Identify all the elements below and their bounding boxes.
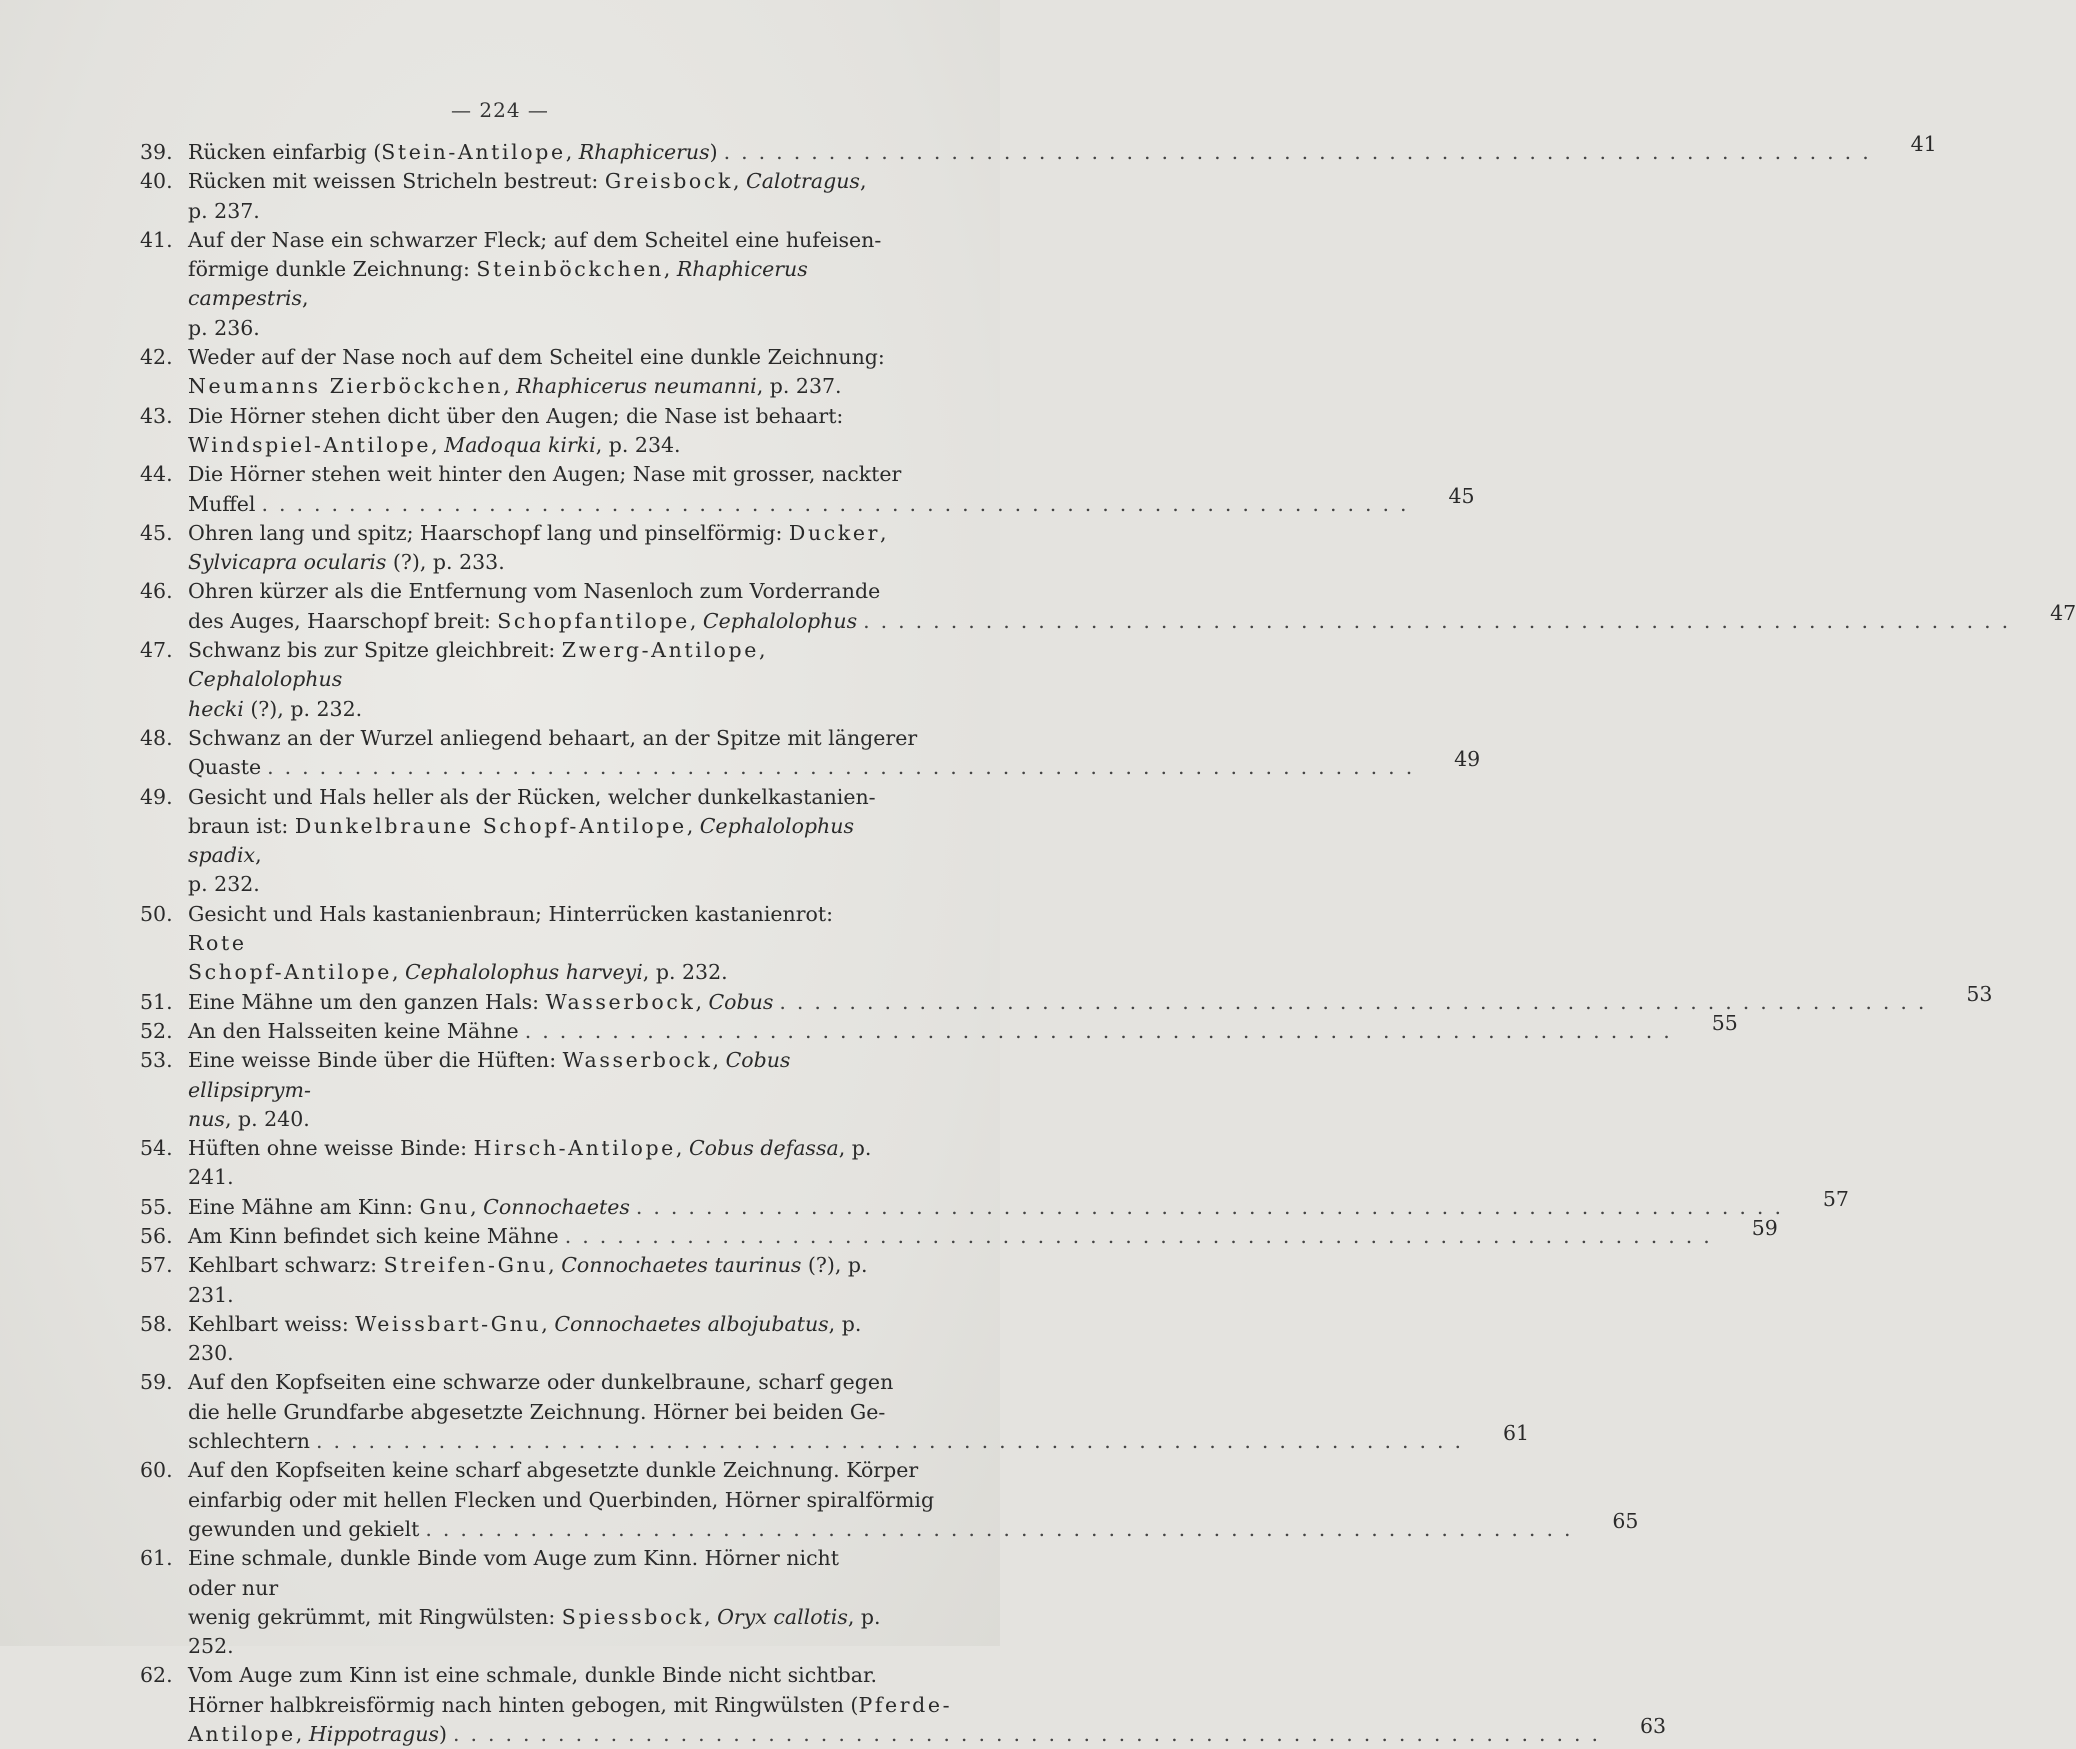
entry-line — [188, 255, 889, 314]
page-number: — 224 — — [451, 98, 549, 122]
text-segment: einfarbig oder mit hellen Flecken und Querbinden, Hörner spiralförmig — [188, 1487, 935, 1512]
dot-leader: .................................................................. — [564, 1223, 1721, 1248]
text-segment: Auf den Kopfseiten eine schwarze oder dunkelbraune, scharf gegen — [188, 1370, 894, 1395]
entry-number: 52. — [140, 1018, 173, 1043]
entry-text — [188, 1222, 1727, 1251]
entry-number: 44. — [140, 462, 173, 487]
text-segment: Eine Mähne um den ganzen Hals: — [188, 989, 546, 1014]
dot-leader: .................................................................. — [723, 140, 1880, 164]
common-name: Wasserbock — [545, 989, 696, 1014]
entry-text — [188, 1661, 1615, 1749]
entry-number: 54. — [140, 1136, 173, 1161]
text-segment: p. 236. — [188, 315, 260, 340]
text-segment: Die Hörner stehen dicht über den Augen; die Nase ist behaart: — [188, 403, 844, 428]
key-entry — [140, 1186, 1849, 1222]
key-entry — [140, 460, 1475, 519]
entry-line — [188, 1251, 889, 1310]
cross-reference-number: 55 — [1711, 1010, 1738, 1035]
species-name: Cephalolophus — [188, 667, 343, 692]
key-entry — [140, 1368, 1530, 1456]
entry-line — [188, 636, 889, 695]
cross-reference-number: 57 — [1822, 1186, 1849, 1211]
cross-reference-number: 53 — [1966, 981, 1993, 1006]
entry-line — [188, 607, 2025, 636]
text-segment: Auf den Kopfseiten keine scharf abgesetzte dunkle Zeichnung. Körper — [188, 1458, 919, 1483]
entry-text — [188, 1046, 889, 1134]
text-segment: Auf der Nase ein schwarzer Fleck; auf dem Scheitel eine hufeisen- — [188, 227, 882, 252]
species-name: nus — [188, 1106, 225, 1131]
text-segment: , — [295, 1722, 309, 1747]
text-segment: , p. 252. — [188, 1604, 881, 1659]
common-name: Windspiel-Antilope — [188, 432, 432, 457]
entry-line — [188, 958, 889, 987]
entry-line — [188, 1427, 1478, 1456]
entry-line — [188, 1486, 1587, 1515]
common-name: Neumanns Zierböckchen — [188, 374, 504, 399]
entry-line — [188, 314, 889, 343]
key-entry — [140, 167, 940, 226]
common-name: Spiessbock — [561, 1604, 705, 1629]
key-entry — [140, 1310, 940, 1369]
entry-line — [188, 1661, 1615, 1690]
species-name: hecki — [188, 696, 244, 721]
entry-line — [188, 1368, 1478, 1397]
dot-leader: .................................................................. — [524, 1018, 1681, 1043]
text-segment: , — [541, 1311, 555, 1336]
entry-text — [188, 343, 889, 402]
text-segment: , — [503, 374, 517, 399]
entry-line — [188, 1046, 889, 1105]
text-segment: Schwanz an der Wurzel anliegend behaart, an der Spitze mit längerer — [188, 725, 918, 750]
common-name: Ducker — [788, 520, 880, 545]
entry-text — [188, 1544, 889, 1661]
entry-line — [188, 402, 889, 431]
text-segment: (?), p. 232. — [243, 696, 363, 721]
text-segment: Ohren kürzer als die Entfernung vom Nasenloch zum Vorderrande — [188, 579, 881, 604]
dot-leader: .................................................................. — [779, 989, 1936, 1014]
text-segment: braun ist: — [188, 813, 295, 838]
entry-number: 57. — [140, 1253, 173, 1278]
text-segment: , p. 237. — [188, 169, 867, 223]
text-segment: Eine weisse Binde über die Hüften: — [188, 1048, 563, 1073]
text-segment: förmige dunkle Zeichnung: — [188, 257, 477, 282]
text-segment: , — [663, 257, 677, 282]
species-name: Hippotragus — [308, 1722, 439, 1747]
text-segment: Eine schmale, dunkle Binde vom Auge zum Kinn. Hörner nicht oder nur — [188, 1546, 839, 1600]
species-name: Madoqua kirki — [444, 432, 596, 457]
text-segment: Kehlbart schwarz: — [188, 1253, 384, 1278]
cross-reference-number: 49 — [1454, 747, 1481, 772]
key-entry — [140, 1251, 940, 1310]
entry-text — [188, 1251, 889, 1310]
text-segment: An den Halsseiten keine Mähne — [188, 1018, 519, 1043]
cross-reference-number: 59 — [1751, 1215, 1778, 1240]
entry-line — [188, 1691, 1615, 1720]
key-entry — [140, 1544, 940, 1661]
entry-number: 42. — [140, 345, 173, 370]
common-name: Zwerg-Antilope — [561, 638, 759, 663]
entry-number: 61. — [140, 1546, 173, 1571]
entry-number: 45. — [140, 520, 173, 545]
key-entry — [140, 132, 1937, 167]
entry-number: 56. — [140, 1223, 173, 1248]
text-segment: Kehlbart weiss: — [188, 1311, 356, 1336]
entry-text — [188, 1134, 889, 1193]
text-segment: ) — [709, 140, 718, 164]
key-entry — [140, 981, 1993, 1017]
key-entry — [140, 1010, 1738, 1046]
entry-number: 39. — [140, 140, 173, 164]
text-segment: , p. 234. — [595, 432, 681, 457]
text-segment: Muffel — [188, 491, 256, 516]
species-name: Cephalolophus spadix — [188, 813, 854, 868]
common-name: Schopf-Antilope — [188, 960, 392, 985]
entry-text — [188, 1193, 1798, 1222]
entry-number: 48. — [140, 725, 173, 750]
species-name: Oryx callotis — [717, 1604, 848, 1629]
cross-reference-number: 61 — [1502, 1421, 1530, 1446]
text-segment: Rücken einfarbig ( — [188, 140, 382, 164]
entry-number: 58. — [140, 1311, 173, 1336]
text-segment: , — [548, 1253, 562, 1278]
key-entry — [140, 343, 940, 402]
text-segment: , — [695, 989, 709, 1014]
entry-line — [188, 577, 2025, 606]
text-segment: , p. 230. — [188, 1311, 862, 1366]
entry-text — [188, 402, 889, 461]
text-segment: Ohren lang und spitz; Haarschopf lang und pinselförmig: — [188, 520, 789, 545]
entry-line — [188, 167, 889, 226]
entry-line — [188, 783, 889, 812]
key-entry — [140, 519, 940, 578]
entry-text — [188, 167, 889, 226]
species-name: Cobus — [708, 989, 774, 1014]
text-segment: , p. 232. — [642, 960, 728, 985]
entry-line — [188, 1105, 889, 1134]
entry-line — [188, 1515, 1587, 1544]
species-name: Rhaphicerus neumanni — [516, 374, 757, 399]
entry-text — [188, 1368, 1478, 1456]
cross-reference-number: 41 — [1910, 132, 1937, 156]
text-segment: , p. 237. — [756, 374, 842, 399]
common-name: Gnu — [419, 1194, 471, 1219]
entry-line — [188, 1310, 889, 1369]
common-name: Hirsch-Antilope — [473, 1136, 676, 1161]
common-name: Dunkelbraune Schopf-Antilope — [294, 813, 687, 838]
common-name: Wasserbock — [562, 1048, 713, 1073]
dot-leader: .................................................................. — [635, 1194, 1792, 1219]
key-entry — [140, 402, 940, 461]
cross-reference-number: 65 — [1612, 1508, 1639, 1533]
entry-line — [188, 1544, 889, 1603]
text-segment: , — [689, 608, 703, 633]
entry-text — [188, 724, 1429, 783]
entry-text — [188, 460, 1424, 519]
species-name: Connochaetes — [483, 1194, 630, 1219]
key-entry — [140, 1456, 1639, 1544]
text-segment: Hörner halbkreisförmig nach hinten gebogen, mit Ringwülsten ( — [188, 1692, 859, 1717]
entry-number: 40. — [140, 169, 173, 194]
species-name: Connochaetes albojubatus — [554, 1311, 829, 1336]
entry-number: 47. — [140, 638, 173, 663]
entry-line — [188, 1222, 1727, 1251]
entry-text — [188, 519, 889, 578]
entry-number: 62. — [140, 1663, 173, 1688]
text-segment: (?), p. 231. — [188, 1253, 868, 1307]
entry-line — [188, 724, 1429, 753]
identification-key-list — [140, 132, 2076, 1749]
entry-number: 41. — [140, 227, 173, 252]
key-entry — [140, 783, 940, 900]
common-name: Stein-Antilope — [381, 140, 566, 164]
species-name: Rhaphicerus — [578, 140, 710, 164]
dot-leader: .................................................................. — [863, 608, 2020, 633]
dot-leader: .................................................................. — [261, 491, 1418, 516]
text-segment: Am Kinn befindet sich keine Mähne — [188, 1223, 559, 1248]
key-entry — [140, 900, 940, 988]
species-name: Calotragus — [746, 169, 860, 194]
text-segment: Quaste — [188, 755, 262, 780]
entry-line — [188, 1456, 1587, 1485]
text-segment: , — [470, 1194, 484, 1219]
text-segment: , p. 241. — [188, 1136, 872, 1190]
key-entry — [140, 1046, 940, 1134]
entry-line — [188, 1603, 889, 1662]
text-segment: Eine Mähne am Kinn: — [188, 1194, 420, 1219]
text-segment: , — [732, 169, 747, 194]
entry-line — [188, 1134, 889, 1193]
text-segment: Vom Auge zum Kinn ist eine schmale, dunkle Binde nicht sichtbar. — [188, 1663, 878, 1688]
key-entry — [140, 226, 940, 343]
entry-line — [188, 548, 889, 577]
entry-text — [188, 1310, 889, 1369]
entry-line — [188, 138, 1886, 167]
text-segment: wenig gekrümmt, mit Ringwülsten: — [188, 1604, 562, 1629]
species-name: Rhaphicerus campestris — [188, 257, 808, 311]
common-name: Pferde- — [858, 1692, 953, 1717]
key-entry — [140, 724, 1481, 783]
text-segment: Weder auf der Nase noch auf dem Scheitel eine dunkle Zeichnung: — [188, 345, 885, 370]
text-segment: p. 232. — [188, 872, 260, 897]
entry-number: 59. — [140, 1370, 173, 1395]
text-segment: Gesicht und Hals heller als der Rücken, welcher dunkelkastanien- — [188, 784, 876, 809]
text-segment: die helle Grundfarbe abgesetzte Zeichnung. Hörner bei beiden Ge- — [188, 1399, 886, 1424]
entry-line — [188, 1720, 1615, 1749]
text-segment: , — [879, 520, 887, 545]
text-segment: , — [391, 960, 405, 985]
entry-line — [188, 1398, 1478, 1427]
text-segment: Die Hörner stehen weit hinter den Augen; Nase mit grosser, nackter — [188, 462, 902, 487]
species-name: Cobus defassa — [688, 1136, 839, 1161]
text-segment: Gesicht und Hals kastanienbraun; Hinterrücken kastanienrot: — [188, 901, 834, 926]
text-segment: , — [712, 1048, 726, 1073]
entry-line — [188, 372, 889, 401]
common-name: Rote — [188, 931, 247, 956]
text-segment: (?), p. 233. — [386, 550, 505, 575]
dot-leader: .................................................................. — [267, 755, 1424, 780]
entry-line — [188, 343, 889, 372]
dot-leader: .................................................................. — [425, 1516, 1582, 1541]
entry-text — [188, 226, 889, 343]
entry-text — [188, 138, 1886, 167]
text-segment: , — [255, 843, 262, 868]
entry-text — [188, 900, 889, 988]
entry-line — [188, 490, 1424, 519]
key-entry — [140, 1215, 1778, 1251]
text-segment: , — [686, 813, 700, 838]
species-name: Cephalolophus — [702, 608, 858, 633]
common-name: Weissbart-Gnu — [355, 1311, 542, 1336]
entry-number: 49. — [140, 784, 173, 809]
key-entry — [140, 1134, 940, 1193]
text-segment: , — [565, 140, 579, 164]
entry-number: 53. — [140, 1048, 173, 1073]
text-segment: Rücken mit weissen Stricheln bestreut: — [188, 169, 605, 194]
entry-number: 46. — [140, 579, 173, 604]
text-segment: gewunden und gekielt — [188, 1516, 420, 1541]
text-segment: , — [675, 1136, 689, 1161]
entry-text — [188, 1017, 1687, 1046]
text-segment: , — [704, 1604, 718, 1629]
entry-line — [188, 1193, 1798, 1222]
entry-line — [188, 900, 889, 959]
entry-line — [188, 431, 889, 460]
entry-number: 55. — [140, 1194, 173, 1219]
key-entry — [140, 1661, 1667, 1749]
cross-reference-number: 45 — [1448, 483, 1475, 508]
entry-text — [188, 636, 889, 724]
text-segment: , — [758, 638, 766, 663]
entry-line — [188, 695, 889, 724]
text-segment: ) — [438, 1722, 447, 1747]
text-segment: , — [431, 432, 445, 457]
entry-number: 43. — [140, 403, 173, 428]
entry-line — [188, 460, 1424, 489]
entry-text — [188, 783, 889, 900]
species-name: Cobus ellipsiprym- — [188, 1048, 791, 1102]
entry-line — [188, 1017, 1687, 1046]
text-segment: , p. 240. — [224, 1106, 310, 1131]
key-entry — [140, 636, 940, 724]
cross-reference-number: 47 — [2050, 600, 2076, 625]
entry-number: 60. — [140, 1458, 173, 1483]
key-entry — [140, 577, 2076, 636]
species-name: Connochaetes taurinus — [561, 1253, 802, 1278]
common-name: Steinböckchen — [476, 257, 664, 282]
entry-line — [188, 753, 1429, 782]
entry-line — [188, 226, 889, 255]
text-segment: Schwanz bis zur Spitze gleichbreit: — [188, 638, 562, 663]
common-name: Greisbock — [604, 169, 733, 194]
entry-text — [188, 988, 1941, 1017]
dot-leader: .................................................................. — [315, 1429, 1473, 1454]
entry-number: 50. — [140, 901, 173, 926]
entry-text — [188, 577, 2025, 636]
entry-line — [188, 870, 889, 899]
common-name: Schopfantilope — [497, 608, 690, 633]
common-name: Antilope — [188, 1722, 296, 1747]
dot-leader: .................................................................. — [452, 1722, 1610, 1747]
cross-reference-number: 63 — [1639, 1714, 1667, 1739]
species-name: Cephalolophus harveyi — [404, 960, 643, 985]
entry-line — [188, 812, 889, 871]
entry-number: 51. — [140, 989, 173, 1014]
text-segment: des Auges, Haarschopf breit: — [188, 608, 498, 633]
text-segment: schlechtern — [188, 1429, 310, 1454]
entry-line — [188, 988, 1941, 1017]
entry-text — [188, 1456, 1587, 1544]
text-segment: , — [302, 286, 309, 311]
text-segment: Hüften ohne weisse Binde: — [188, 1136, 474, 1161]
species-name: Sylvicapra ocularis — [188, 550, 387, 575]
common-name: Streifen-Gnu — [383, 1253, 549, 1278]
entry-line — [188, 519, 889, 548]
